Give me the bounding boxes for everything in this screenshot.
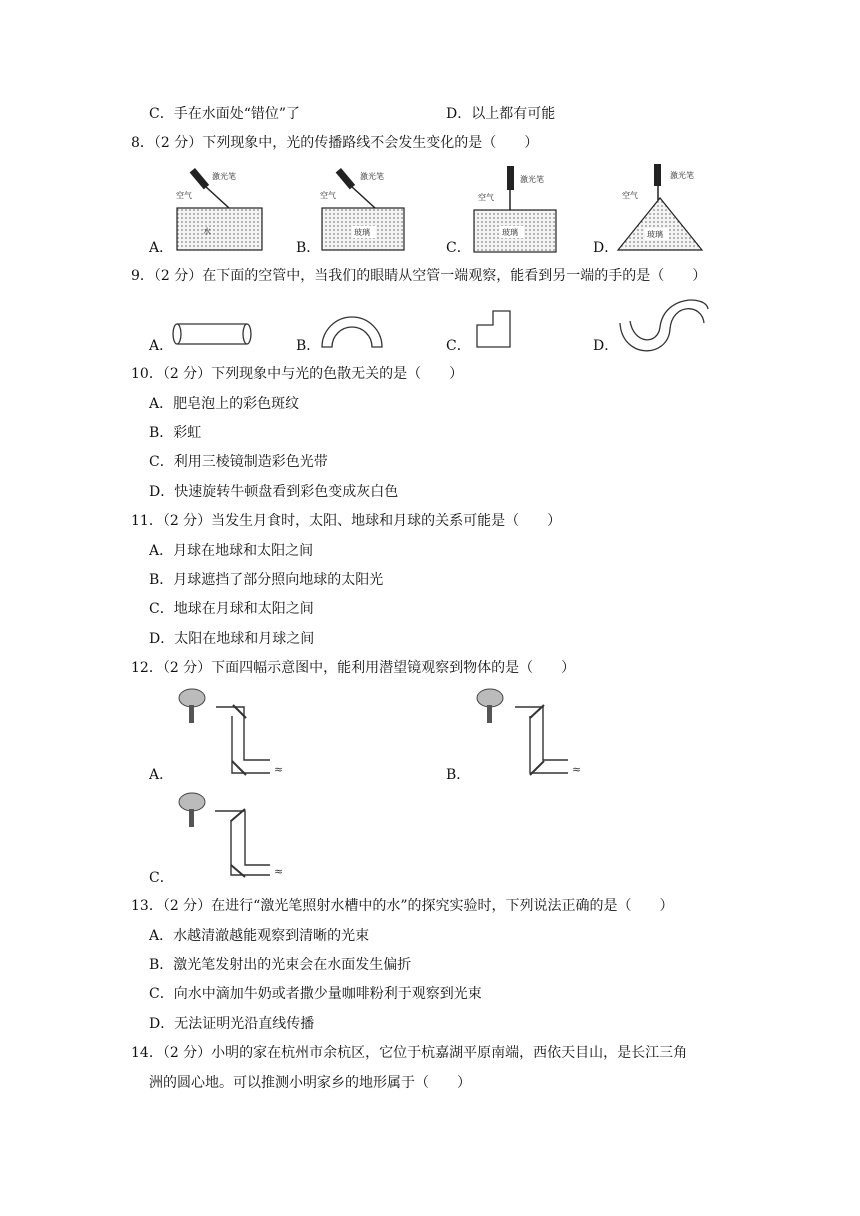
q10-option-c: C．利用三棱镜制造彩色光带 — [149, 454, 328, 470]
svg-text:≈: ≈ — [274, 865, 284, 878]
glass-label: 玻璃 — [647, 230, 663, 239]
q8-figure-b — [320, 168, 404, 250]
water-label: 水 — [203, 227, 211, 236]
q7-option-c: C．手在水面处“错位”了 — [149, 106, 301, 122]
q7-option-d: D．以上都有可能 — [446, 106, 556, 122]
q11-option-a: A．月球在地球和太阳之间 — [149, 543, 314, 559]
laser-label: 激光笔 — [520, 175, 544, 184]
q8-option-a: A． — [149, 240, 174, 256]
q8-figure-d — [618, 164, 702, 250]
glass-label: 玻璃 — [354, 228, 370, 237]
q8-figure-a — [176, 168, 262, 250]
q10-option-a: A．肥皂泡上的彩色斑纹 — [149, 396, 300, 412]
air-label: 空气 — [320, 191, 336, 200]
q8-figure-c — [474, 166, 556, 252]
q8-option-c: C． — [446, 240, 471, 256]
q13-option-a: A．水越清澈越能观察到清晰的光束 — [149, 928, 370, 944]
q10-option-d: D．快速旋转牛顿盘看到彩色变成灰白色 — [149, 484, 399, 500]
q14-stem-line1: 14．（2 分）小明的家在杭州市余杭区，它位于杭嘉湖平原南端，西依天目山，是长江三角 — [131, 1045, 688, 1061]
q12-option-b: B． — [446, 767, 471, 783]
q13-option-c: C．向水中滴加牛奶或者撒少量咖啡粉利于观察到光束 — [149, 986, 482, 1002]
q9-tube-d — [620, 300, 708, 351]
q8-stem: 8．（2 分）下列现象中，光的传播路线不会发生变化的是（ ） — [131, 135, 539, 151]
q9-option-b: B． — [296, 338, 321, 354]
q12-option-c: C． — [149, 870, 174, 886]
q10-stem: 10．（2 分）下列现象中与光的色散无关的是（ ） — [131, 366, 464, 382]
q12-periscope-c — [179, 793, 283, 878]
q11-option-d: D．太阳在地球和月球之间 — [149, 631, 315, 647]
q13-stem: 13．（2 分）在进行“激光笔照射水槽中的水”的探究实验时，下列说法正确的是（ ） — [131, 898, 674, 914]
q9-stem: 9．（2 分）在下面的空管中，当我们的眼睛从空管一端观察，能看到另一端的手的是（ ） — [131, 268, 707, 284]
svg-text:≈: ≈ — [274, 763, 284, 776]
q14-stem-line2: 洲的圆心地。可以推测小明家乡的地形属于（ ） — [149, 1075, 471, 1091]
q11-option-c: C．地球在月球和太阳之间 — [149, 601, 314, 617]
q12-stem: 12．（2 分）下面四幅示意图中，能利用潜望镜观察到物体的是（ ） — [131, 660, 576, 676]
q9-tube-c — [477, 311, 510, 347]
q9-option-a: A． — [149, 338, 174, 354]
q8-option-b: B． — [296, 240, 321, 256]
q12-periscope-a — [179, 689, 283, 776]
laser-label: 激光笔 — [212, 172, 236, 181]
q12-option-a: A． — [149, 767, 174, 783]
laser-label: 激光笔 — [360, 172, 384, 181]
q9-tube-a — [173, 324, 251, 344]
q13-option-b: B．激光笔发射出的光束会在水面发生偏折 — [149, 957, 412, 973]
air-label: 空气 — [478, 193, 494, 202]
q12-periscope-b — [477, 689, 581, 776]
q13-option-d: D．无法证明光沿直线传播 — [149, 1016, 315, 1032]
q10-option-b: B．彩虹 — [149, 425, 202, 441]
q9-option-c: C． — [446, 338, 471, 354]
q8-option-d: D． — [593, 240, 619, 256]
air-label: 空气 — [622, 191, 638, 200]
q9-option-d: D． — [593, 338, 619, 354]
q9-tube-b — [322, 317, 382, 347]
laser-label: 激光笔 — [670, 171, 694, 180]
q8-figures — [0, 160, 860, 280]
q11-option-b: B．月球遮挡了部分照向地球的太阳光 — [149, 572, 384, 588]
q9-figures — [0, 295, 860, 365]
svg-text:≈: ≈ — [572, 763, 582, 776]
glass-label: 玻璃 — [502, 228, 518, 237]
air-label: 空气 — [176, 191, 192, 200]
q11-stem: 11．（2 分）当发生月食时，太阳、地球和月球的关系可能是（ ） — [131, 513, 562, 529]
q12-figures — [0, 685, 860, 885]
